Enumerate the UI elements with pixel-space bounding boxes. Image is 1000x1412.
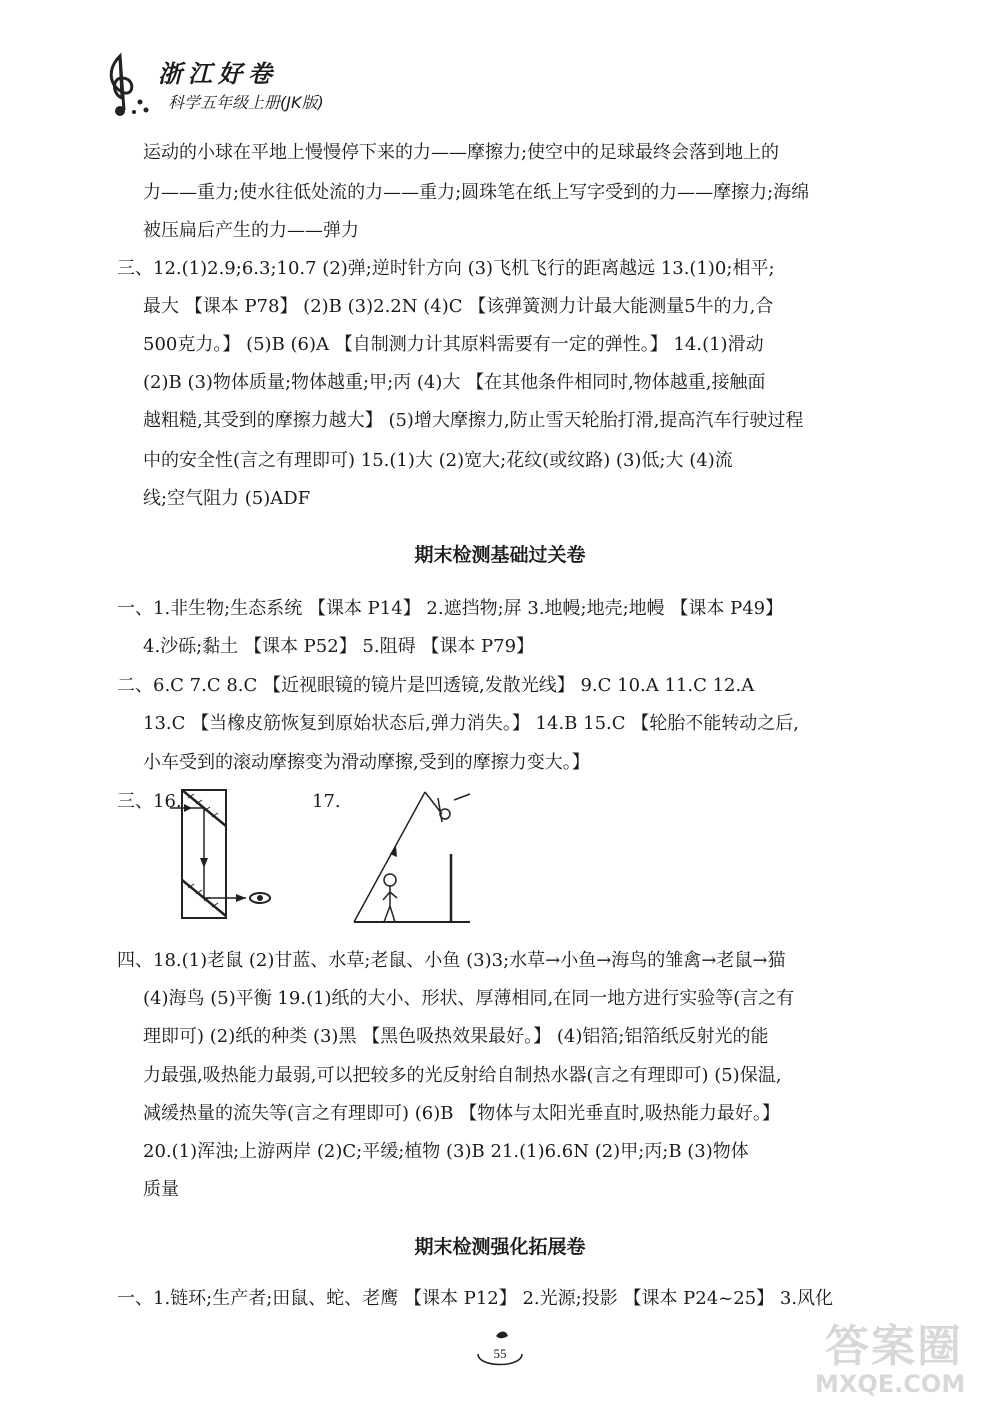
text-line: 中的安全性(言之有理即可) 15.(1)大 (2)宽大;花纹(或纹路) (3)低;大 (4)流 [143, 450, 733, 471]
text-line: 质量 [143, 1179, 179, 1200]
page-number [474, 1328, 526, 1370]
text-line: 力——重力;使水往低处流的力——重力;圆珠笔在纸上写字受到的力——摩擦力;海绵 [143, 182, 810, 203]
music-note-icon [100, 48, 152, 118]
text-line: (2)B (3)物体质量;物体越重;甲;丙 (4)大 【在其他条件相同时,物体越重,接触面 [143, 372, 766, 393]
text-line: 最大 【课本 P78】 (2)B (3)2.2N (4)C 【该弹簧测力计最大能测量5牛的力,合 [143, 296, 774, 317]
text-line: 四、18.(1)老鼠 (2)甘蓝、水草;老鼠、小鱼 (3)3;水草→小鱼→海鸟的雏禽→老鼠→猫 [117, 950, 786, 971]
text-line: 被压扁后产生的力——弹力 [143, 220, 359, 241]
lamp-shadow-diagram [350, 784, 480, 924]
text-line: 二、6.C 7.C 8.C 【近视眼镜的镜片是凹透镜,发散光线】 9.C 10.A 11.C 12.A [117, 675, 755, 696]
text-line: 20.(1)浑浊;上游两岸 (2)C;平缓;植物 (3)B 21.(1)6.6N (2)甲;丙;B (3)物体 [143, 1141, 749, 1162]
section-title: 期末检测基础过关卷 [414, 544, 586, 566]
text-line: 小车受到的滚动摩擦变为滑动摩擦,受到的摩擦力变大。】 [143, 752, 590, 773]
text-line: 越粗糙,其受到的摩擦力越大】 (5)增大摩擦力,防止雪天轮胎打滑,提高汽车行驶过程 [143, 410, 804, 431]
text-line: 4.沙砾;黏土 【课本 P52】 5.阻碍 【课本 P79】 [143, 636, 535, 657]
text-line: 线;空气阻力 (5)ADF [143, 488, 311, 509]
text-line: 500克力。】 (5)B (6)A 【自制测力计其原料需要有一定的弹性。】 14.(1)滑动 [143, 334, 764, 355]
periscope-diagram [170, 784, 280, 924]
text-line: 三、12.(1)2.9;6.3;10.7 (2)弹;逆时针方向 (3)飞机飞行的距离越远 13.(1)0;相平; [117, 258, 775, 279]
page-number-text: 55 [493, 1346, 507, 1361]
question-16-label: 三、16. [117, 791, 182, 812]
brand-title: 浙江好卷 [158, 59, 278, 88]
watermark [815, 1310, 995, 1405]
text-line: 力最强,吸热能力最弱,可以把较多的光反射给自制热水器(言之有理即可) (5)保温, [143, 1065, 782, 1086]
section-title: 期末检测强化拓展卷 [414, 1236, 586, 1258]
text-line: (4)海鸟 (5)平衡 19.(1)纸的大小、形状、厚薄相同,在同一地方进行实验等(言之有 [143, 988, 795, 1009]
question-17-label: 17. [312, 791, 341, 812]
book-subtitle: 科学五年级上册(JK版) [168, 93, 324, 112]
text-line: 理即可) (2)纸的种类 (3)黑 【黑色吸热效果最好。】 (4)铝箔;铝箔纸反射光的能 [143, 1026, 769, 1047]
watermark-text: 答案圈 [825, 1321, 963, 1372]
watermark-url: MXQE.COM [815, 1370, 966, 1398]
text-line: 13.C 【当橡皮筋恢复到原始状态后,弹力消失。】 14.B 15.C 【轮胎不能转动之后, [143, 713, 799, 734]
text-line: 一、1.链环;生产者;田鼠、蛇、老鹰 【课本 P12】 2.光源;投影 【课本 P24~25】 3.风化 [117, 1288, 834, 1309]
text-line: 一、1.非生物;生态系统 【课本 P14】 2.遮挡物;屏 3.地幔;地壳;地幔 【课本 P49】 [117, 598, 784, 619]
text-line: 减缓热量的流失等(言之有理即可) (6)B 【物体与太阳光垂直时,吸热能力最好。】 [143, 1103, 780, 1124]
header [100, 48, 400, 118]
text-line: 运动的小球在平地上慢慢停下来的力——摩擦力;使空中的足球最终会落到地上的 [143, 142, 780, 163]
